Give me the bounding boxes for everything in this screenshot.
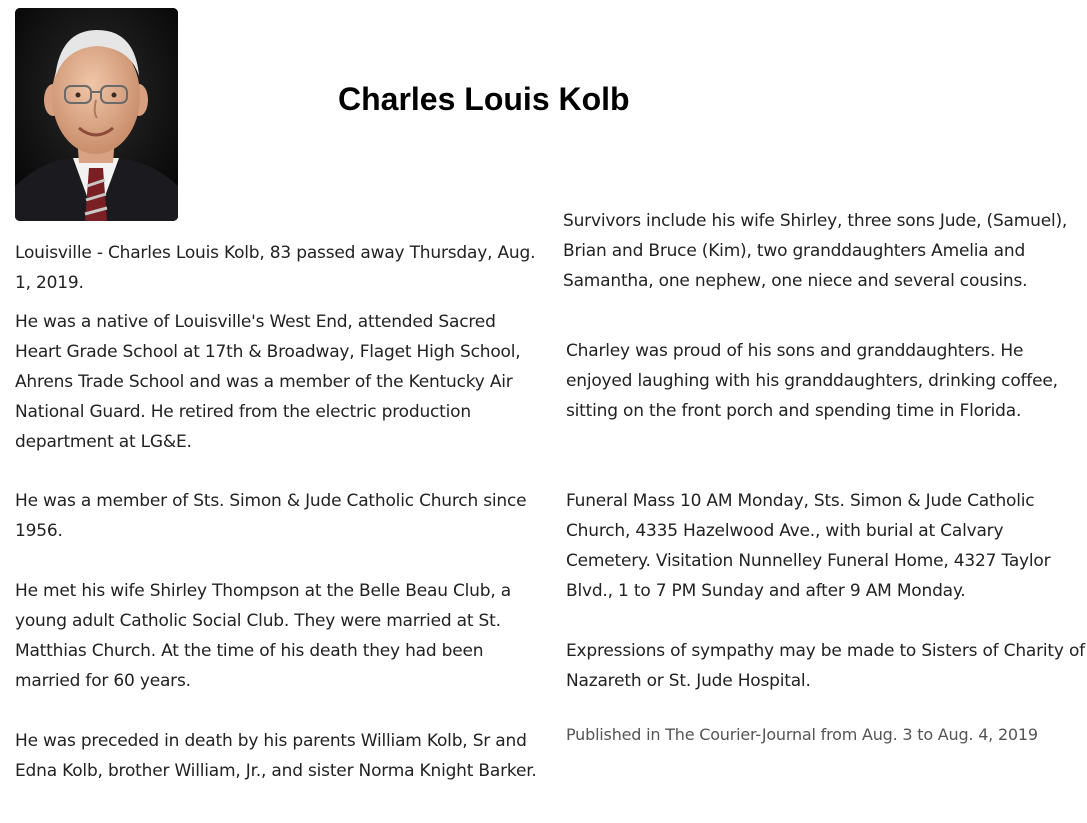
portrait-photo	[15, 8, 178, 221]
paragraph-family: Charley was proud of his sons and granddaughters. He enjoyed laughing with his granddaughters, drinking coffee, sitting on the front porch and spending time in Florida.	[566, 341, 1058, 421]
paragraph-preceded: He was preceded in death by his parents William Kolb, Sr and Edna Kolb, brother William, Jr., and sister Norma Knight Barker.	[15, 731, 537, 781]
paragraph-church: He was a member of Sts. Simon & Jude Catholic Church since 1956.	[15, 491, 527, 541]
paragraph-services: Funeral Mass 10 AM Monday, Sts. Simon & Jude Catholic Church, 4335 Hazelwood Ave., with burial at Calvary Cemetery. Visitation Nunnelley Funeral Home, 4327 Taylor Blvd., 1 to 7 PM Sunday and after 9 AM Monday.	[566, 491, 1051, 601]
portrait-icon	[15, 8, 178, 221]
paragraph-marriage: He met his wife Shirley Thompson at the Belle Beau Club, a young adult Catholic Social Club. They were married at St. Matthias Church. At the time of his death they had been married for 60 years.	[15, 581, 511, 691]
paragraph-background: He was a native of Louisville's West End, attended Sacred Heart Grade School at 17th & Broadway, Flaget High School, Ahrens Trade School and was a member of the Kentucky Air National Guard. He retired from the electric production department at LG&E.	[15, 312, 521, 452]
paragraph-death-notice: Louisville - Charles Louis Kolb, 83 passed away Thursday, Aug. 1, 2019.	[15, 243, 536, 293]
paragraph-sympathy: Expressions of sympathy may be made to Sisters of Charity of Nazareth or St. Jude Hospital.	[566, 641, 1085, 691]
paragraph-survivors: Survivors include his wife Shirley, three sons Jude, (Samuel), Brian and Bruce (Kim), two granddaughters Amelia and Samantha, one nephew, one niece and several cousins.	[563, 211, 1068, 291]
published-note: Published in The Courier-Journal from Aug. 3 to Aug. 4, 2019	[566, 725, 1038, 744]
page-title: Charles Louis Kolb	[338, 81, 630, 117]
